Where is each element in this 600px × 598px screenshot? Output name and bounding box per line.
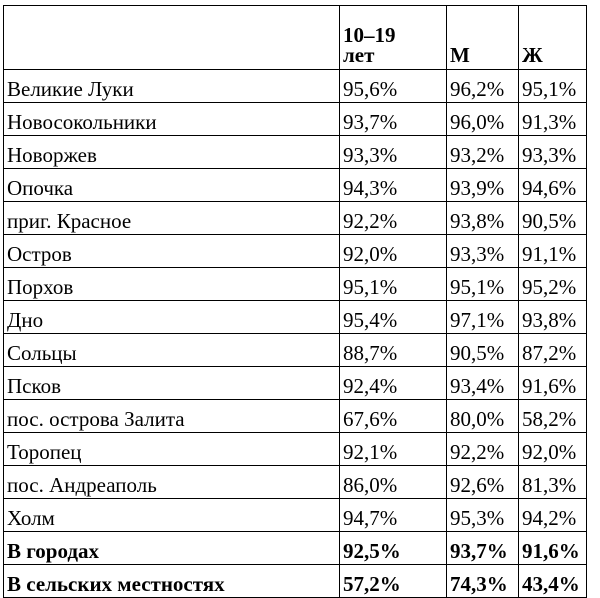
female-percent-cell: 91,6% (519, 532, 587, 565)
male-percent-cell: 97,1% (447, 301, 519, 334)
table-row (4, 70, 587, 103)
region-name-cell: приг. Красное (4, 202, 340, 235)
female-percent-cell: 94,2% (519, 499, 587, 532)
region-name-cell: Псков (4, 367, 340, 400)
region-name-cell: Порхов (4, 268, 340, 301)
female-percent-cell: 91,3% (519, 103, 587, 136)
header-age-unit: лет (343, 43, 375, 67)
male-percent-cell: 90,5% (447, 334, 519, 367)
female-percent-cell: 81,3% (519, 466, 587, 499)
male-percent-cell: 95,1% (447, 268, 519, 301)
total-percent-cell: 92,2% (340, 202, 447, 235)
table-row (4, 235, 587, 268)
male-percent-cell: 93,7% (447, 532, 519, 565)
male-percent-cell: 92,6% (447, 466, 519, 499)
total-percent-cell: 92,1% (340, 433, 447, 466)
region-name-cell: Остров (4, 235, 340, 268)
totals-label-cell: В сельских местностях (4, 565, 340, 598)
female-percent-cell: 93,8% (519, 301, 587, 334)
female-percent-cell: 95,2% (519, 268, 587, 301)
region-name-cell: Сольцы (4, 334, 340, 367)
table-row (4, 301, 587, 334)
total-percent-cell: 95,4% (340, 301, 447, 334)
table-row (4, 499, 587, 532)
header-age-10-19-cell (340, 6, 447, 70)
female-percent-cell: 91,6% (519, 367, 587, 400)
female-percent-cell: 87,2% (519, 334, 587, 367)
table-row (4, 103, 587, 136)
male-percent-cell: 93,9% (447, 169, 519, 202)
region-name-cell: пос. Андреаполь (4, 466, 340, 499)
header-row (4, 6, 587, 70)
total-percent-cell: 95,1% (340, 268, 447, 301)
female-percent-cell: 58,2% (519, 400, 587, 433)
male-percent-cell: 92,2% (447, 433, 519, 466)
male-percent-cell: 93,2% (447, 136, 519, 169)
region-name-cell: Новосокольники (4, 103, 340, 136)
total-percent-cell: 94,3% (340, 169, 447, 202)
total-percent-cell: 92,5% (340, 532, 447, 565)
total-percent-cell: 92,4% (340, 367, 447, 400)
statistics-table (3, 5, 587, 598)
region-name-cell: Великие Луки (4, 70, 340, 103)
table-row (4, 400, 587, 433)
total-percent-cell: 57,2% (340, 565, 447, 598)
female-percent-cell: 90,5% (519, 202, 587, 235)
total-percent-cell: 88,7% (340, 334, 447, 367)
total-percent-cell: 92,0% (340, 235, 447, 268)
table-row (4, 169, 587, 202)
total-percent-cell: 94,7% (340, 499, 447, 532)
totals-row-rural (4, 565, 587, 598)
male-percent-cell: 93,4% (447, 367, 519, 400)
total-percent-cell: 86,0% (340, 466, 447, 499)
male-percent-cell: 96,0% (447, 103, 519, 136)
header-male-cell: М (447, 6, 519, 70)
totals-label-cell: В городах (4, 532, 340, 565)
table-body (4, 70, 587, 598)
male-percent-cell: 95,3% (447, 499, 519, 532)
table-header (4, 6, 587, 70)
female-percent-cell: 94,6% (519, 169, 587, 202)
region-name-cell: Новоржев (4, 136, 340, 169)
total-percent-cell: 67,6% (340, 400, 447, 433)
header-region-cell (4, 6, 340, 70)
female-percent-cell: 91,1% (519, 235, 587, 268)
table-row (4, 136, 587, 169)
header-age-range: 10–19 (343, 23, 396, 47)
male-percent-cell: 93,3% (447, 235, 519, 268)
total-percent-cell: 93,7% (340, 103, 447, 136)
total-percent-cell: 95,6% (340, 70, 447, 103)
female-percent-cell: 92,0% (519, 433, 587, 466)
male-percent-cell: 96,2% (447, 70, 519, 103)
female-percent-cell: 95,1% (519, 70, 587, 103)
region-name-cell: Дно (4, 301, 340, 334)
region-name-cell: Опочка (4, 169, 340, 202)
female-percent-cell: 93,3% (519, 136, 587, 169)
total-percent-cell: 93,3% (340, 136, 447, 169)
table-row (4, 334, 587, 367)
male-percent-cell: 80,0% (447, 400, 519, 433)
table-row (4, 268, 587, 301)
male-percent-cell: 74,3% (447, 565, 519, 598)
region-name-cell: пос. острова Залита (4, 400, 340, 433)
region-name-cell: Холм (4, 499, 340, 532)
table-row (4, 433, 587, 466)
table-row (4, 466, 587, 499)
male-percent-cell: 93,8% (447, 202, 519, 235)
table-row (4, 202, 587, 235)
female-percent-cell: 43,4% (519, 565, 587, 598)
totals-row-urban (4, 532, 587, 565)
table-row (4, 367, 587, 400)
header-female-cell: Ж (519, 6, 587, 70)
region-name-cell: Торопец (4, 433, 340, 466)
